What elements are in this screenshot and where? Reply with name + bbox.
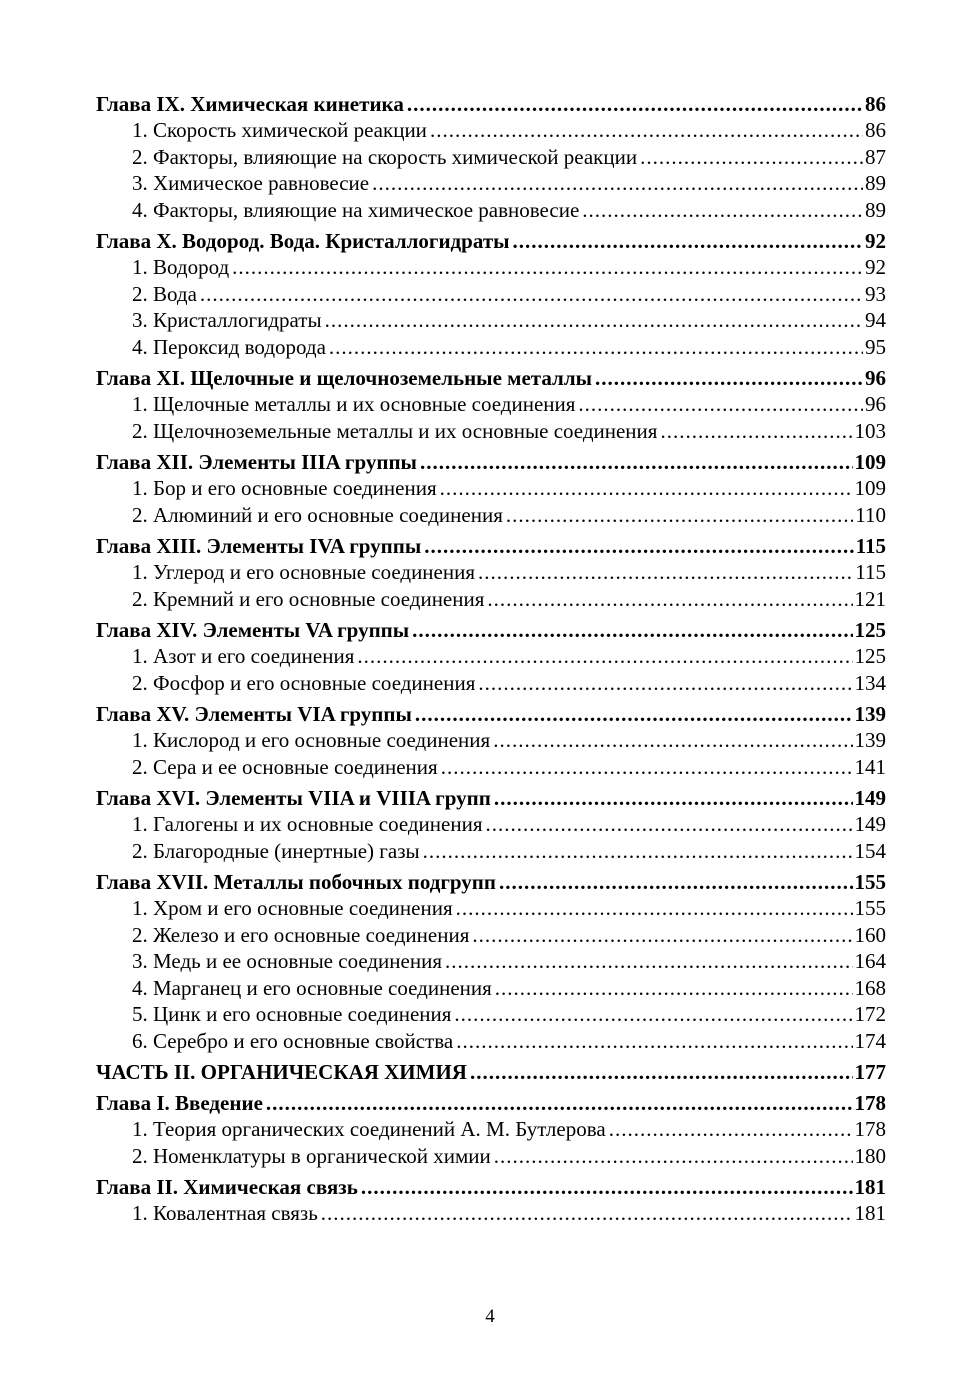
- toc-entry-page: 125: [854, 644, 886, 668]
- toc-entry-title: Глава XIV. Элементы VA группы: [96, 618, 410, 642]
- toc-section-entry[interactable]: [96, 975, 886, 1002]
- toc-chapter-entry[interactable]: [96, 869, 886, 895]
- toc-entry-title: Глава XVI. Элементы VIIA и VIIIA групп: [96, 786, 491, 810]
- toc-entry-page: 87: [865, 144, 886, 169]
- toc-entry-page: 110: [855, 502, 886, 527]
- toc-entry-title: 2. Благородные (инертные) газы: [132, 838, 420, 863]
- toc-entry-page: 181: [854, 1175, 886, 1199]
- toc-entry-title: Глава XII. Элементы IIIA группы: [96, 450, 417, 474]
- toc-entry-title: 3. Кристаллогидраты: [132, 308, 322, 332]
- toc-entry-page: 115: [855, 534, 886, 558]
- dot-leader: [609, 1116, 853, 1143]
- toc-entry-title: 3. Химическое равновесие: [132, 171, 370, 195]
- toc-entry-title: 1. Скорость химической реакции: [132, 118, 427, 142]
- dot-leader: [494, 785, 853, 811]
- dot-leader: [486, 811, 853, 838]
- dot-leader: [478, 670, 852, 697]
- toc-entry-page: 164: [854, 949, 886, 973]
- dot-leader: [513, 228, 863, 254]
- dot-leader: [472, 922, 852, 949]
- toc-entry-page: 93: [865, 281, 886, 306]
- toc-entry-page: 139: [854, 702, 886, 726]
- toc-entry-page: 109: [854, 450, 886, 474]
- dot-leader: [440, 475, 853, 502]
- dot-leader: [415, 701, 853, 727]
- dot-leader: [495, 975, 853, 1002]
- toc-section-entry[interactable]: [96, 1001, 886, 1028]
- toc-entry-page: 177: [854, 1060, 886, 1084]
- toc-entry-title: 2. Кремний и его основные соединения: [132, 586, 485, 611]
- toc-entry-page: 149: [854, 812, 886, 836]
- dot-leader: [412, 617, 852, 643]
- toc-section-entry[interactable]: [96, 586, 886, 613]
- toc-entry-title: Глава II. Химическая связь: [96, 1175, 358, 1199]
- toc-entry-page: 155: [854, 870, 886, 894]
- toc-entry-title: 2. Факторы, влияющие на скорость химической реакции: [132, 144, 638, 169]
- dot-leader: [493, 727, 852, 754]
- toc-entry-page: 181: [854, 1201, 886, 1225]
- dot-leader: [361, 1174, 853, 1200]
- toc-chapter-entry[interactable]: [96, 785, 886, 811]
- toc-entry-page: 89: [865, 171, 886, 195]
- toc-section-entry[interactable]: [96, 144, 886, 171]
- toc-entry-page: 95: [865, 334, 886, 359]
- toc-entry-title: 1. Галогены и их основные соединения: [132, 812, 483, 836]
- toc-entry-title: 5. Цинк и его основные соединения: [132, 1002, 452, 1026]
- toc-section-entry[interactable]: [96, 170, 886, 197]
- toc-entry-page: 125: [854, 618, 886, 642]
- toc-entry-page: 139: [854, 728, 886, 752]
- dot-leader: [582, 197, 863, 224]
- dot-leader: [578, 391, 863, 418]
- toc-entry-title: Глава XI. Щелочные и щелочноземельные металлы: [96, 366, 592, 390]
- dot-leader: [456, 1028, 852, 1055]
- toc-entry-page: 109: [854, 476, 886, 500]
- dot-leader: [494, 1143, 853, 1170]
- toc-section-entry[interactable]: [96, 948, 886, 975]
- dot-leader: [424, 533, 853, 559]
- toc-entry-title: 1. Углерод и его основные соединения: [132, 560, 476, 584]
- toc-chapter-entry[interactable]: [96, 533, 886, 559]
- toc-chapter-entry[interactable]: [96, 1059, 886, 1085]
- toc-section-entry[interactable]: [96, 811, 886, 838]
- toc-chapter-entry[interactable]: [96, 449, 886, 475]
- toc-section-entry[interactable]: [96, 1200, 886, 1227]
- toc-entry-page: 172: [854, 1002, 886, 1026]
- toc-chapter-entry[interactable]: [96, 1090, 886, 1116]
- dot-leader: [506, 502, 853, 529]
- toc-entry-page: 178: [854, 1091, 886, 1115]
- toc-entry-page: 141: [854, 754, 886, 779]
- page-number: 4: [485, 1306, 495, 1327]
- toc-entry-page: 134: [854, 670, 886, 695]
- toc-section-entry[interactable]: [96, 895, 886, 922]
- table-of-contents: [96, 91, 886, 1227]
- dot-leader: [357, 643, 852, 670]
- toc-entry-page: 174: [854, 1028, 886, 1053]
- toc-chapter-entry[interactable]: [96, 1174, 886, 1200]
- toc-section-entry[interactable]: [96, 754, 886, 781]
- toc-section-entry[interactable]: [96, 475, 886, 502]
- toc-section-entry[interactable]: [96, 727, 886, 754]
- toc-section-entry[interactable]: [96, 670, 886, 697]
- toc-chapter-entry[interactable]: [96, 228, 886, 254]
- toc-entry-page: 154: [854, 838, 886, 863]
- dot-leader: [595, 365, 863, 391]
- toc-chapter-entry[interactable]: [96, 365, 886, 391]
- toc-section-entry[interactable]: [96, 307, 886, 334]
- toc-section-entry[interactable]: [96, 1028, 886, 1055]
- toc-section-entry[interactable]: [96, 391, 886, 418]
- dot-leader: [499, 869, 853, 895]
- toc-chapter-entry[interactable]: [96, 701, 886, 727]
- dot-leader: [640, 144, 863, 171]
- dot-leader: [478, 559, 853, 586]
- toc-entry-page: 86: [865, 92, 886, 116]
- toc-entry-page: 86: [865, 118, 886, 142]
- dot-leader: [372, 170, 863, 197]
- toc-section-entry[interactable]: [96, 418, 886, 445]
- toc-entry-page: 168: [854, 975, 886, 1000]
- dot-leader: [321, 1200, 853, 1227]
- dot-leader: [423, 838, 853, 865]
- dot-leader: [325, 307, 863, 334]
- toc-entry-page: 149: [854, 786, 886, 810]
- toc-entry-title: 2. Номенклатуры в органической химии: [132, 1143, 491, 1168]
- toc-entry-title: 4. Факторы, влияющие на химическое равновесие: [132, 197, 580, 222]
- toc-entry-page: 121: [854, 586, 886, 611]
- toc-entry-page: 103: [854, 418, 886, 443]
- toc-entry-page: 155: [854, 896, 886, 920]
- dot-leader: [407, 91, 863, 117]
- dot-leader: [232, 254, 863, 281]
- toc-entry-page: 92: [865, 229, 886, 253]
- dot-leader: [430, 117, 863, 144]
- toc-entry-title: Глава X. Водород. Вода. Кристаллогидраты: [96, 229, 510, 253]
- dot-leader: [454, 1001, 852, 1028]
- dot-leader: [329, 334, 863, 361]
- toc-entry-page: 96: [865, 366, 886, 390]
- toc-section-entry[interactable]: [96, 502, 886, 529]
- toc-entry-title: ЧАСТЬ II. ОРГАНИЧЕСКАЯ ХИМИЯ: [96, 1060, 467, 1084]
- toc-entry-title: 3. Медь и ее основные соединения: [132, 949, 442, 973]
- dot-leader: [470, 1059, 853, 1085]
- toc-entry-title: Глава XIII. Элементы IVA группы: [96, 534, 422, 558]
- toc-entry-title: 1. Кислород и его основные соединения: [132, 728, 491, 752]
- toc-section-entry[interactable]: [96, 334, 886, 361]
- toc-entry-page: 94: [865, 308, 886, 332]
- toc-entry-page: 92: [865, 255, 886, 279]
- toc-entry-page: 115: [855, 560, 886, 584]
- toc-entry-title: 2. Алюминий и его основные соединения: [132, 502, 503, 527]
- dot-leader: [266, 1090, 853, 1116]
- toc-entry-page: 89: [865, 197, 886, 222]
- toc-entry-title: 1. Водород: [132, 255, 230, 279]
- dot-leader: [487, 586, 852, 613]
- dot-leader: [200, 281, 863, 308]
- toc-section-entry[interactable]: [96, 1116, 886, 1143]
- toc-section-entry[interactable]: [96, 197, 886, 224]
- toc-entry-title: 2. Железо и его основные соединения: [132, 922, 470, 947]
- toc-entry-page: 180: [854, 1143, 886, 1168]
- toc-entry-title: Глава XVII. Металлы побочных подгрупп: [96, 870, 496, 894]
- toc-section-entry[interactable]: [96, 838, 886, 865]
- toc-entry-title: Глава IX. Химическая кинетика: [96, 92, 404, 116]
- toc-entry-page: 96: [865, 392, 886, 416]
- dot-leader: [660, 418, 852, 445]
- toc-entry-title: Глава XV. Элементы VIA группы: [96, 702, 412, 726]
- toc-section-entry[interactable]: [96, 117, 886, 144]
- toc-entry-title: Глава I. Введение: [96, 1091, 263, 1115]
- toc-section-entry[interactable]: [96, 254, 886, 281]
- toc-chapter-entry[interactable]: [96, 91, 886, 117]
- toc-chapter-entry[interactable]: [96, 617, 886, 643]
- toc-section-entry[interactable]: [96, 1143, 886, 1170]
- toc-entry-title: 1. Ковалентная связь: [132, 1201, 318, 1225]
- toc-section-entry[interactable]: [96, 643, 886, 670]
- toc-entry-title: 1. Азот и его соединения: [132, 644, 355, 668]
- dot-leader: [445, 948, 853, 975]
- toc-section-entry[interactable]: [96, 281, 886, 308]
- dot-leader: [456, 895, 853, 922]
- dot-leader: [441, 754, 853, 781]
- toc-section-entry[interactable]: [96, 922, 886, 949]
- toc-section-entry[interactable]: [96, 559, 886, 586]
- toc-entry-title: 2. Фосфор и его основные соединения: [132, 670, 476, 695]
- toc-entry-title: 1. Теория органических соединений А. М. Бутлерова: [132, 1117, 606, 1141]
- toc-entry-title: 2. Вода: [132, 281, 197, 306]
- toc-entry-page: 160: [854, 922, 886, 947]
- toc-entry-title: 2. Щелочноземельные металлы и их основные соединения: [132, 418, 658, 443]
- toc-entry-title: 6. Серебро и его основные свойства: [132, 1028, 454, 1053]
- toc-entry-page: 178: [854, 1117, 886, 1141]
- toc-entry-title: 4. Пероксид водорода: [132, 334, 326, 359]
- toc-entry-title: 2. Сера и ее основные соединения: [132, 754, 438, 779]
- toc-entry-title: 1. Хром и его основные соединения: [132, 896, 453, 920]
- toc-entry-title: 1. Бор и его основные соединения: [132, 476, 437, 500]
- toc-entry-title: 4. Марганец и его основные соединения: [132, 975, 492, 1000]
- dot-leader: [420, 449, 853, 475]
- toc-entry-title: 1. Щелочные металлы и их основные соединения: [132, 392, 576, 416]
